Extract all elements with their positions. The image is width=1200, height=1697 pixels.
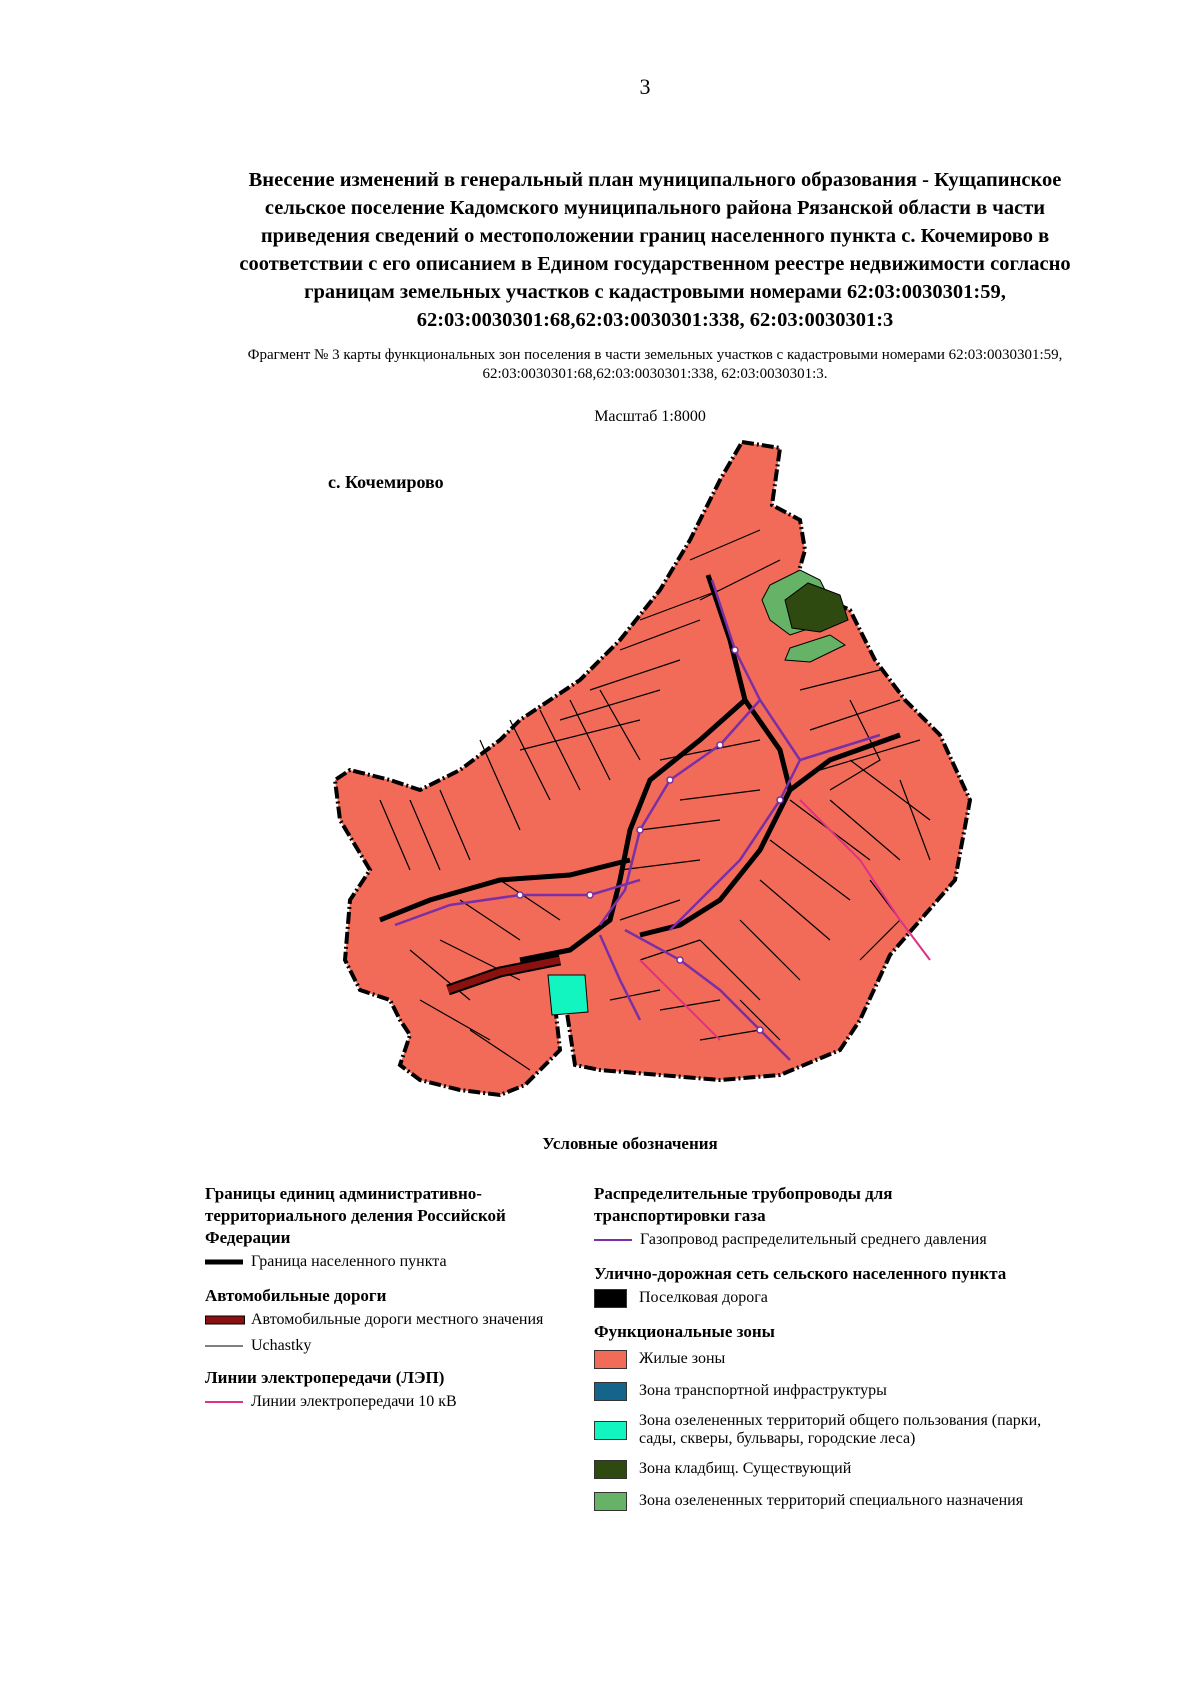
legend-title: Условные обозначения	[542, 1134, 718, 1153]
map-subtitle: Фрагмент № 3 карты функциональных зон поселения в части земельных участков с кадастровыми номерами 62:03:0030301:59, 62:03:0030301:68,62:03:0030301:338, 62:03:0030301:3.	[247, 347, 1063, 382]
legend-item-zone-special-green	[594, 1485, 1114, 1517]
local-roads-symbol	[205, 1310, 245, 1330]
green-public-zone	[548, 975, 588, 1015]
zone-residential-label: Жилые зоны	[639, 1350, 726, 1367]
village-road-label: Поселковая дорога	[639, 1289, 768, 1306]
zone-transport-label: Зона транспортной инфраструктуры	[639, 1382, 887, 1399]
map-scale: Масштаб 1:8000	[594, 408, 706, 425]
document-title: Внесение изменений в генеральный план муниципального образования - Кущапинское сельское поселение Кадомского муниципального района Рязанской области в части приведения сведений о местоположении границ населенного пункта с. Кочемирово в соответствии с его описанием в Едином государственном реестре недвижимости согласно границам земельных участков с кадастровыми номерами 62:03:0030301:59, 62:03:0030301:68,62:03:0030301:338, 62:03:0030301:3	[239, 169, 1071, 331]
power-lines-label: Линии электропередачи 10 кВ	[251, 1393, 457, 1410]
power-line-symbol	[205, 1392, 245, 1412]
page-number: 3	[639, 74, 651, 99]
gas-pipe-symbol	[594, 1230, 634, 1250]
power-lines-header: Линии электропередачи (ЛЭП)	[205, 1368, 445, 1387]
legend-right-column	[594, 1183, 1114, 1517]
legend-item-parcels	[205, 1333, 585, 1359]
gas-pipe-label: Газопровод распределительный среднего давления	[640, 1231, 987, 1248]
local-roads-label: Автомобильные дороги местного значения	[251, 1311, 544, 1328]
parcels-label: Uchastky	[251, 1337, 312, 1354]
village-label: с. Кочемирово	[328, 472, 444, 492]
street-network-header: Улично-дорожная сеть сельского населенного пункта	[594, 1264, 1007, 1283]
legend-item-village-road	[594, 1285, 1114, 1311]
functional-zones-header: Функциональные зоны	[594, 1322, 775, 1341]
settlement-boundary-label: Граница населенного пункта	[251, 1253, 447, 1270]
zone-public-green-label: Зона озелененных территорий общего пользования (парки, сады, скверы, бульвары, городские леса)	[639, 1412, 1042, 1447]
zoning-map	[300, 435, 990, 1125]
zone-transport-swatch	[594, 1382, 627, 1401]
legend-item-zone-cemetery	[594, 1453, 1114, 1485]
legend-item-power-lines	[205, 1389, 585, 1415]
zone-residential-swatch	[594, 1350, 627, 1369]
parcels-symbol	[205, 1336, 245, 1356]
village-road-swatch	[594, 1289, 627, 1308]
legend-item-zone-residential	[594, 1343, 1114, 1375]
residential-zone	[335, 442, 970, 1095]
legend-item-local-roads	[205, 1307, 585, 1333]
admin-boundaries-header: Границы единиц административно-территориального деления Российской Федерации	[205, 1184, 506, 1247]
zone-cemetery-label: Зона кладбищ. Существующий	[639, 1460, 852, 1477]
settlement-boundary-symbol	[205, 1252, 245, 1272]
legend-item-settlement-boundary	[205, 1249, 585, 1275]
legend-item-zone-transport	[594, 1375, 1114, 1407]
roads-header: Автомобильные дороги	[205, 1286, 387, 1305]
zone-public-green-swatch	[594, 1421, 627, 1440]
legend-item-gas-pipe	[594, 1227, 1114, 1253]
legend-left-column	[205, 1183, 585, 1415]
zone-cemetery-swatch	[594, 1460, 627, 1479]
legend-item-zone-public-green	[594, 1407, 1114, 1453]
gas-pipelines-header: Распределительные трубопроводы для транспортировки газа	[594, 1184, 893, 1225]
zone-special-green-label: Зона озелененных территорий специального назначения	[639, 1492, 1024, 1509]
zone-special-green-swatch	[594, 1492, 627, 1511]
